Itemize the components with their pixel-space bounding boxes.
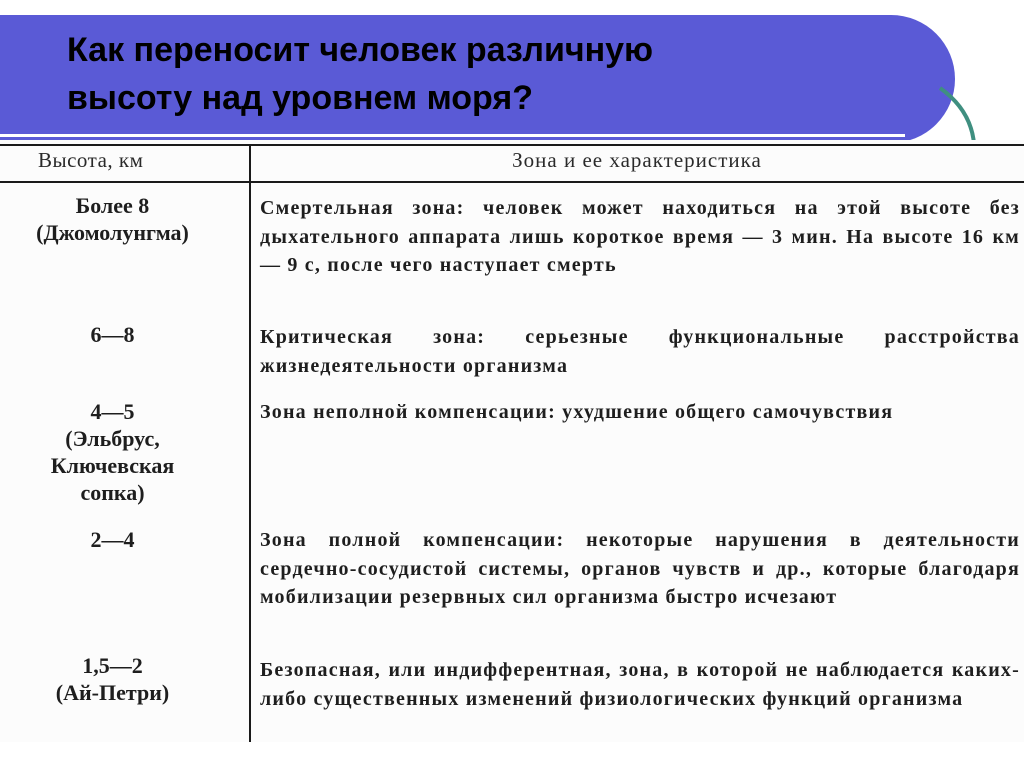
title-line-1: Как переносит человек различную [67, 31, 654, 69]
row-4-zone: Зона полной компенсации: некоторые нарушения в деятельности сердечно-сосудистой системы, органов чувств и др., которые благодаря мобилизации резервных сил организма быстро исчезают [260, 529, 1020, 608]
row-3-height-line-2: (Эльбрус, [65, 426, 160, 451]
row-4-height [0, 526, 225, 553]
table-top-border [0, 144, 1024, 146]
row-5-height-line-1: 1,5—2 [82, 653, 143, 678]
row-4-height-line-1: 2—4 [90, 527, 135, 552]
row-3-height-line-1: 4—5 [90, 399, 135, 424]
table-header-border [0, 181, 1024, 183]
row-2-zone: Критическая зона: серьезные функциональные расстройства жизнедеятельности организма [260, 326, 1020, 377]
row-1-zone: Смертельная зона: человек может находиться на этой высоте без дыхательного аппарата лишь короткое время — 3 мин. На высоте 16 км — 9 с, после чего наступает смерть [260, 197, 1020, 276]
row-1-height [0, 192, 225, 246]
row-3-height-line-4: сопка) [80, 480, 145, 505]
row-1-height-line-1: Более 8 [75, 193, 150, 218]
title-line-2: высоту над уровнем моря? [67, 79, 533, 117]
row-3-height-line-3: Ключевская [50, 453, 175, 478]
header-zone: Зона и ее характеристика [512, 148, 762, 172]
row-2-height [0, 321, 225, 348]
row-3-height [0, 398, 225, 506]
row-3-zone: Зона неполной компенсации: ухудшение общего самочувствия [260, 401, 894, 423]
row-5-height-line-2: (Ай-Петри) [55, 680, 170, 705]
table-column-divider [249, 144, 251, 742]
slide-title [67, 26, 927, 122]
header-height: Высота, км [38, 148, 144, 172]
altitude-table [0, 140, 1024, 742]
title-underline [0, 134, 905, 137]
row-2-height-line-1: 6—8 [90, 322, 135, 347]
row-1-height-line-2: (Джомолунгма) [36, 220, 189, 245]
row-5-height [0, 652, 225, 706]
row-5-zone: Безопасная, или индифферентная, зона, в которой не наблюдается каких-либо существенных изменений физиологических функций организма [260, 659, 1020, 710]
